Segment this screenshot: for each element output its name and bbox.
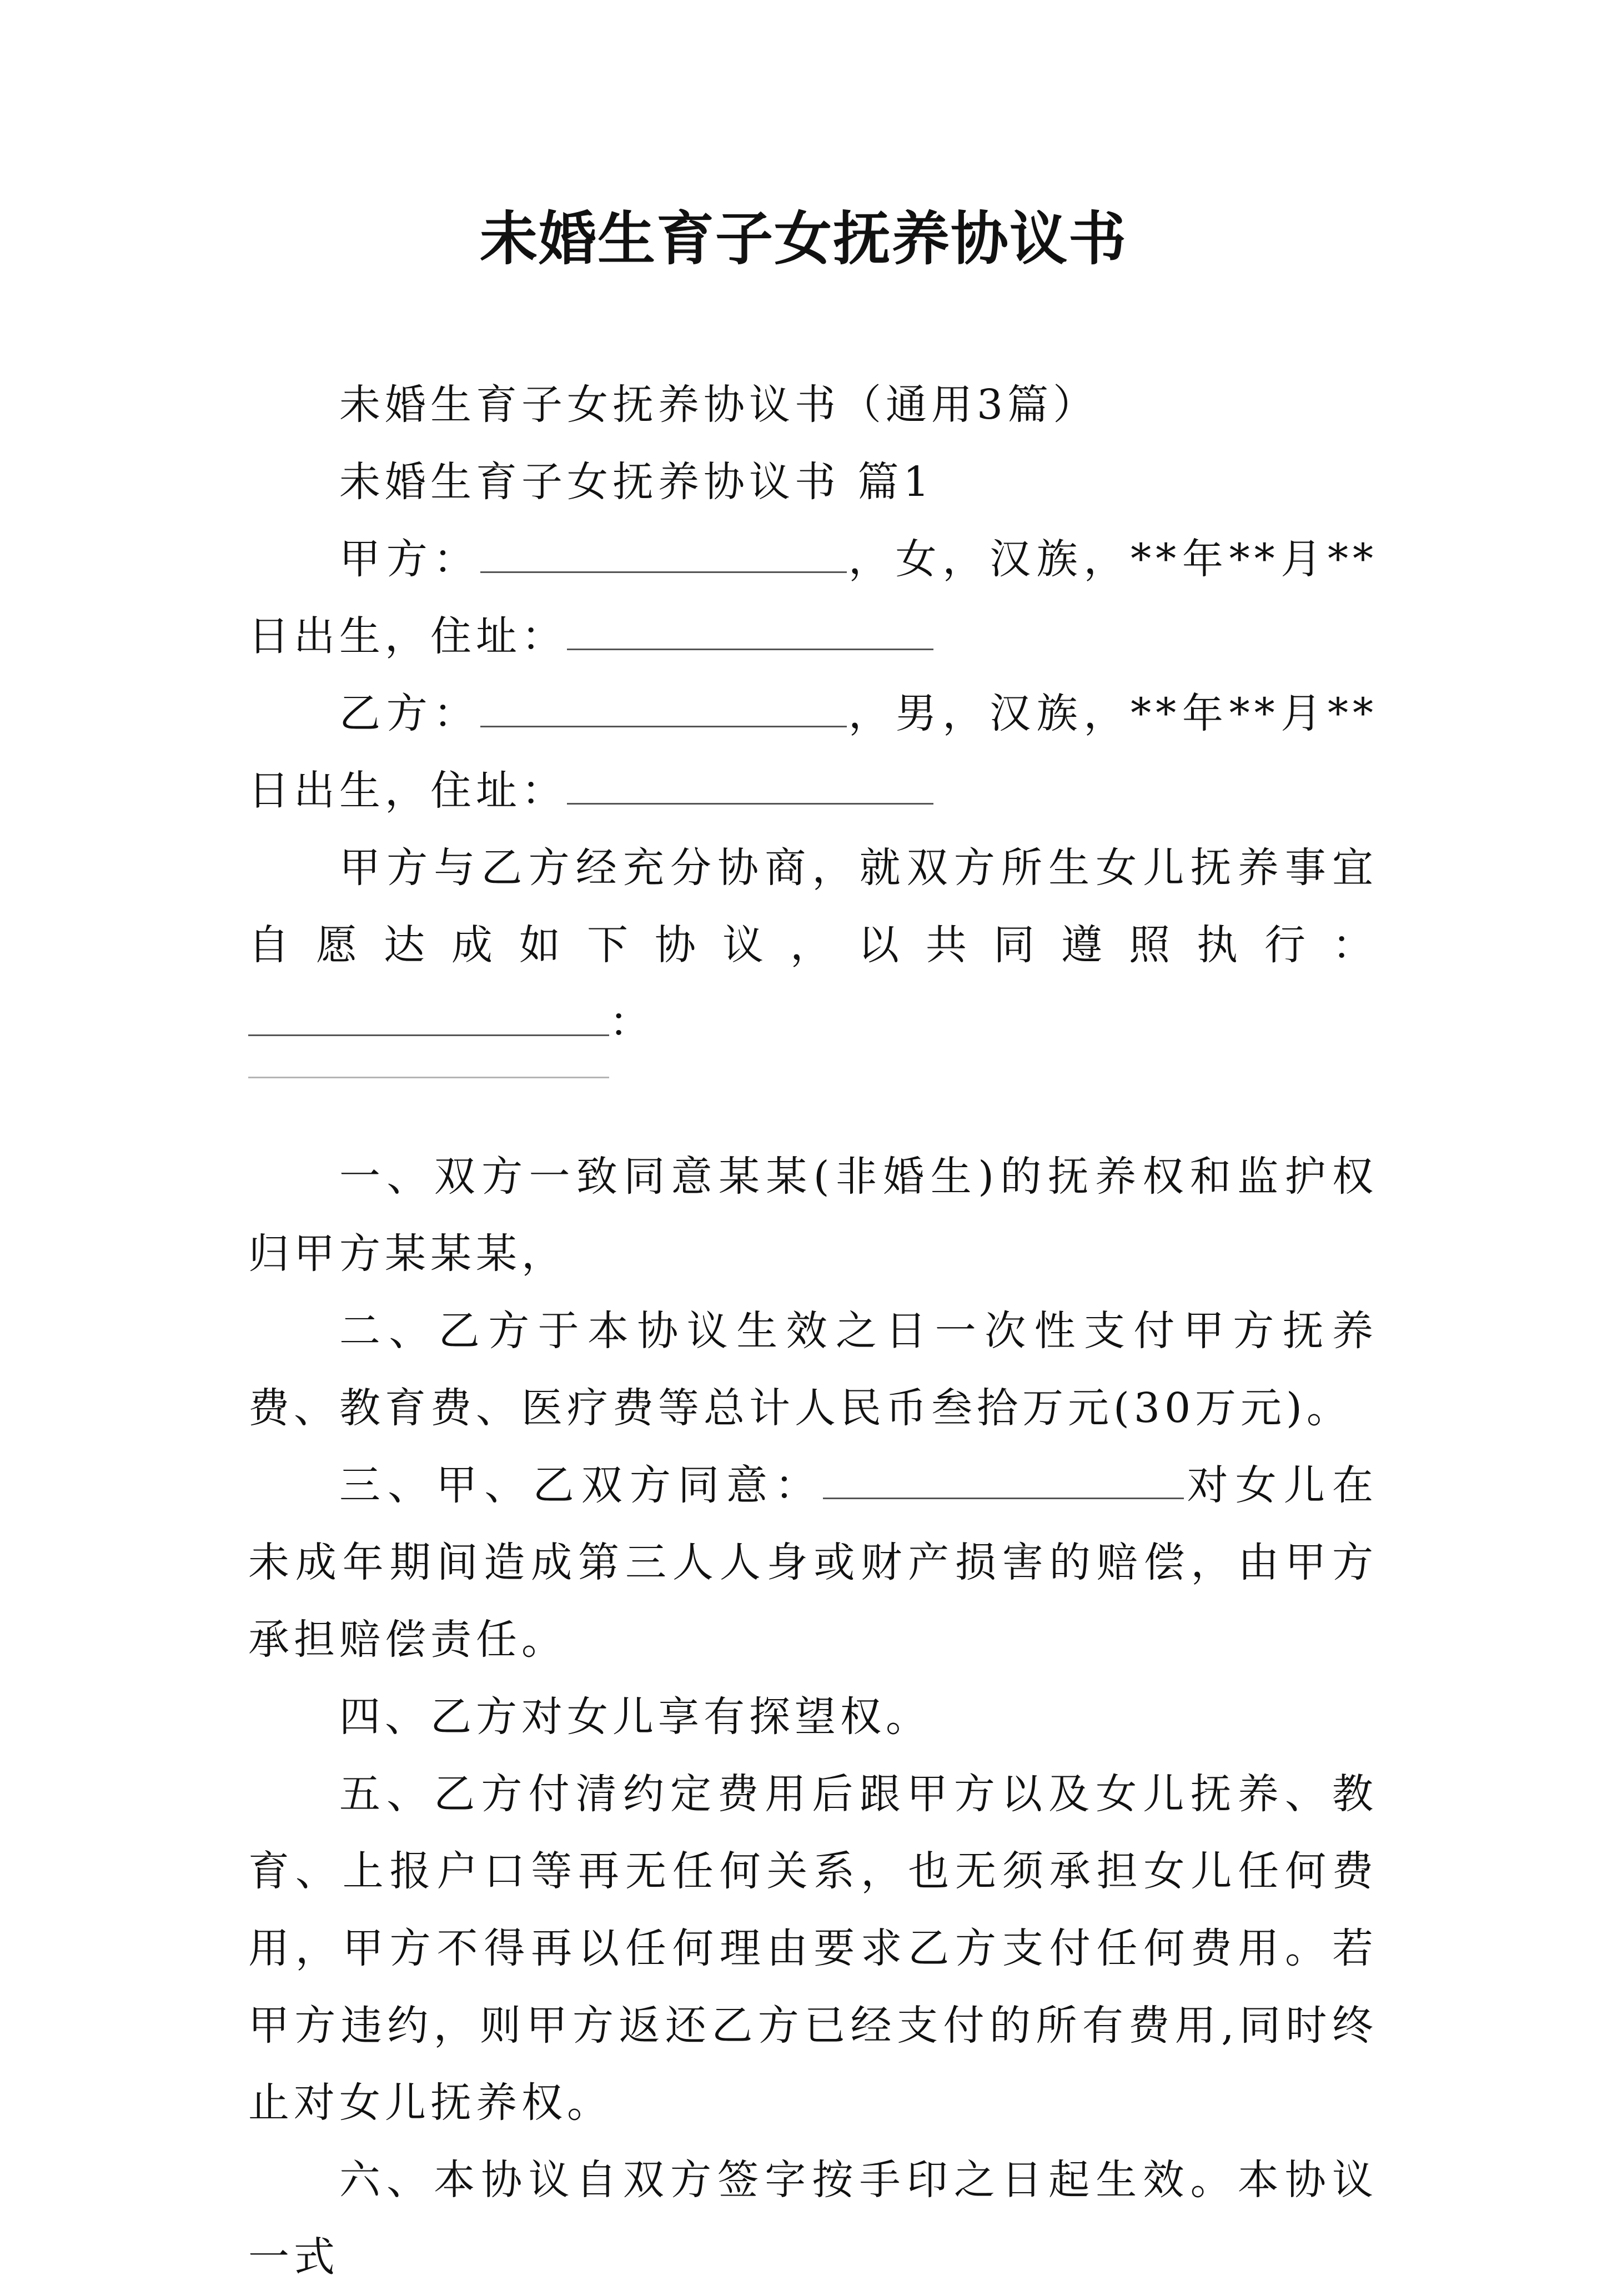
clause-4: 四、乙方对女儿享有探望权。 xyxy=(339,1693,931,1741)
preamble xyxy=(248,830,1378,1061)
party-a-label: 甲方： xyxy=(339,535,481,583)
part-heading: 未婚生育子女抚养协议书 篇1 xyxy=(339,458,934,506)
party-a-info xyxy=(248,521,1378,675)
clause-5: 五、乙方付清约定费用后跟甲方以及女儿抚养、教育、上报户口等再无任何关系，也无须承担女儿任何费用，甲方不得再以任何理由要求乙方支付任何费用。若甲方违约，则甲方返还乙方已经支付的所有费用,同时终止对女儿抚养权。 xyxy=(248,1770,1378,2127)
document-title: 未婚生育子女抚养协议书 xyxy=(479,205,1127,273)
preamble-blank[interactable] xyxy=(248,1000,609,1036)
preamble-text: 甲方与乙方经充分协商，就双方所生女儿抚养事宜自愿达成如下协议，以共同遵照执行： xyxy=(248,844,1378,969)
document-body xyxy=(248,366,1378,2296)
preamble-blank-line[interactable] xyxy=(248,1077,609,1078)
party-b-info xyxy=(248,675,1378,830)
party-a-name-blank[interactable] xyxy=(480,537,847,573)
clause-6: 六、本协议自双方签字按手印之日起生效。本协议一式 xyxy=(248,2156,1378,2281)
party-b-name-blank[interactable] xyxy=(480,691,847,727)
preamble-colon: ： xyxy=(609,998,655,1046)
clause-3-start: 三、甲、乙双方同意： xyxy=(339,1461,823,1509)
party-b-details: ，男，汉族，**年**月**日出生，住址： xyxy=(248,690,1378,815)
party-a-address-blank[interactable] xyxy=(567,614,933,650)
party-b-label: 乙方： xyxy=(339,690,481,737)
clause-3-blank[interactable] xyxy=(823,1463,1184,1499)
clause-2: 二、乙方于本协议生效之日一次性支付甲方抚养费、教育费、医疗费等总计人民币叁拾万元(30万元)。 xyxy=(248,1307,1378,1432)
document-subtitle: 未婚生育子女抚养协议书（通用3篇） xyxy=(339,381,1099,429)
party-b-address-blank[interactable] xyxy=(567,768,933,805)
clause-3 xyxy=(248,1447,1378,1679)
clause-3-end: 对女儿在未成年期间造成第三人人身或财产损害的赔偿，由甲方承担赔偿责任。 xyxy=(248,1461,1378,1664)
party-a-details: ，女，汉族，**年**月**日出生，住址： xyxy=(248,535,1378,660)
clause-1: 一、双方一致同意某某(非婚生)的抚养权和监护权归甲方某某某， xyxy=(248,1153,1378,1278)
